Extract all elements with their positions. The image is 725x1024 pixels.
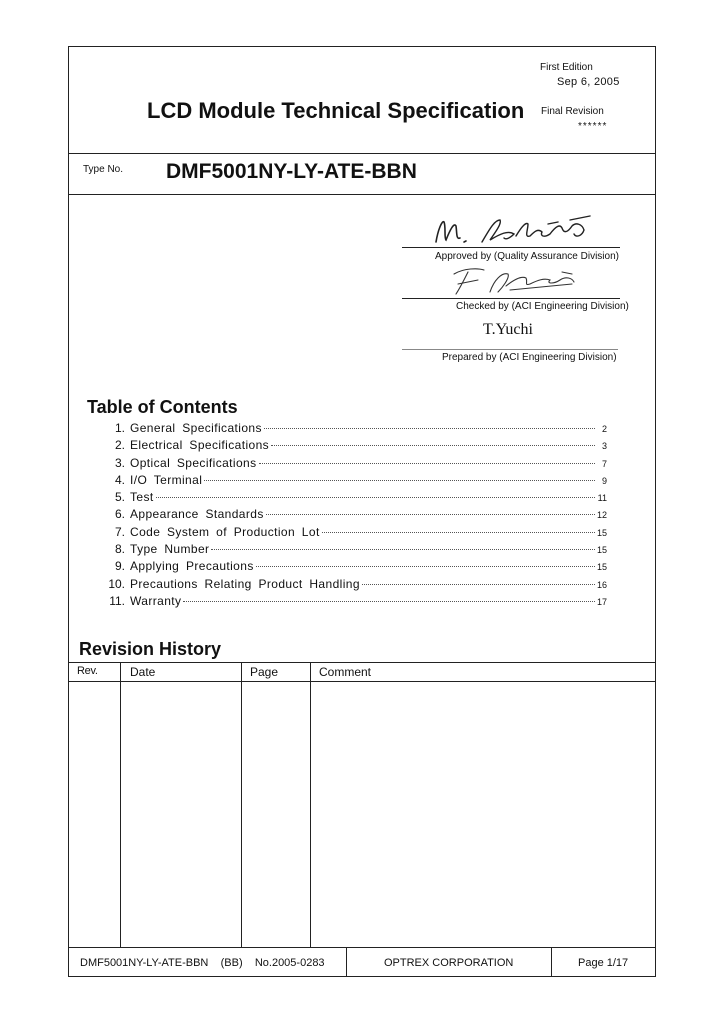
footer-document-reference: DMF5001NY-LY-ATE-BBN (BB) No.2005-0283 (80, 957, 325, 969)
toc-item-label: Type Number (130, 542, 210, 557)
toc-item-number: 1. (114, 421, 125, 435)
toc-item (104, 577, 607, 594)
toc-item-label: Optical Specifications (130, 455, 257, 470)
toc-item-label: Precautions Relating Product Handling (130, 576, 360, 591)
type-number-label: Type No. (83, 164, 124, 175)
toc-item (104, 525, 607, 542)
footer-page-number: Page 1/17 (578, 957, 629, 969)
toc-item-number: 6. (114, 507, 125, 522)
toc-item-number: 5. (114, 490, 125, 505)
revision-col-page: Page (250, 665, 279, 679)
revision-col-rev: Rev. (77, 665, 98, 677)
toc-item-page: 12 (596, 510, 607, 521)
toc-item-label: Appearance Standards (130, 507, 264, 522)
revision-col-date: Date (130, 665, 156, 679)
revision-col-divider (120, 662, 121, 947)
toc-item-page: 15 (596, 527, 607, 538)
document-title: LCD Module Technical Specification (147, 98, 525, 123)
toc-item-label: Applying Precautions (130, 559, 254, 574)
toc-item-page: 16 (596, 579, 607, 590)
checked-caption: Checked by (ACI Engineering Division) (456, 301, 629, 312)
toc-leader (264, 428, 595, 429)
footer-col-divider (346, 947, 347, 976)
footer-col-divider (551, 947, 552, 976)
footer-divider (68, 947, 656, 948)
toc-item-page: 15 (596, 562, 607, 573)
approved-signature-icon (430, 212, 595, 248)
toc-item-page: 7 (601, 458, 607, 469)
toc-leader (256, 566, 595, 567)
toc-item-page: 17 (596, 596, 607, 607)
toc-leader (156, 497, 595, 498)
final-revision-label: Final Revision (541, 106, 604, 117)
first-edition-label: First Edition (540, 62, 593, 73)
approved-caption: Approved by (Quality Assurance Division) (435, 251, 619, 262)
toc-item (104, 473, 607, 490)
approved-signature-line (402, 247, 620, 248)
prepared-caption: Prepared by (ACI Engineering Division) (442, 352, 617, 363)
toc-item-page: 3 (601, 441, 607, 452)
toc-item-number: 10. (108, 576, 125, 591)
toc-item-label: Electrical Specifications (130, 438, 270, 453)
toc-item (104, 421, 607, 438)
revision-table-top (68, 662, 656, 663)
toc-item (104, 456, 607, 473)
toc-item-number: 11. (109, 593, 125, 608)
toc-list (104, 421, 607, 611)
toc-item-page: 9 (601, 475, 607, 486)
toc-item-number: 7. (114, 524, 125, 539)
toc-item (104, 594, 607, 611)
toc-item-number: 4. (114, 472, 125, 487)
toc-item (104, 438, 607, 455)
revision-col-comment: Comment (319, 665, 372, 679)
revision-history-title: Revision History (79, 639, 222, 659)
prepared-by-name: T.Yuchi (483, 321, 533, 338)
revision-col-divider (310, 662, 311, 947)
revision-col-divider (241, 662, 242, 947)
toc-item-label: Test (130, 490, 154, 505)
toc-item-page: 11 (597, 493, 607, 504)
toc-item (104, 559, 607, 576)
toc-item (104, 490, 607, 507)
toc-item-number: 8. (114, 542, 125, 557)
toc-item (104, 542, 607, 559)
toc-leader (183, 601, 595, 602)
toc-leader (362, 584, 595, 585)
type-number-value: DMF5001NY-LY-ATE-BBN (166, 160, 417, 183)
prepared-signature-line (402, 349, 618, 350)
toc-leader (259, 463, 595, 464)
revision-table-header-bottom (68, 681, 656, 682)
toc-item-label: Code System of Production Lot (130, 524, 320, 539)
toc-leader (266, 514, 595, 515)
toc-item-label: I/O Terminal (130, 472, 203, 487)
header-divider (68, 153, 656, 154)
toc-item-number: 2. (114, 438, 125, 453)
toc-leader (322, 532, 595, 533)
toc-item-label: Warranty (130, 593, 182, 608)
toc-item-label: General Specifications (130, 421, 262, 435)
toc-leader (204, 480, 595, 481)
edition-date: Sep 6, 2005 (557, 76, 620, 88)
footer-company: OPTREX CORPORATION (384, 957, 514, 969)
checked-signature-icon (450, 264, 580, 298)
toc-item-number: 9. (114, 559, 125, 574)
toc-item-number: 3. (114, 455, 125, 470)
toc-item-page: 2 (601, 424, 607, 434)
final-revision-value: ****** (578, 121, 608, 132)
toc-title: Table of Contents (87, 397, 238, 417)
type-divider (68, 194, 656, 195)
toc-leader (211, 549, 595, 550)
toc-item (104, 507, 607, 524)
toc-leader (271, 445, 595, 446)
toc-item-page: 15 (596, 545, 607, 556)
checked-signature-line (402, 298, 620, 299)
